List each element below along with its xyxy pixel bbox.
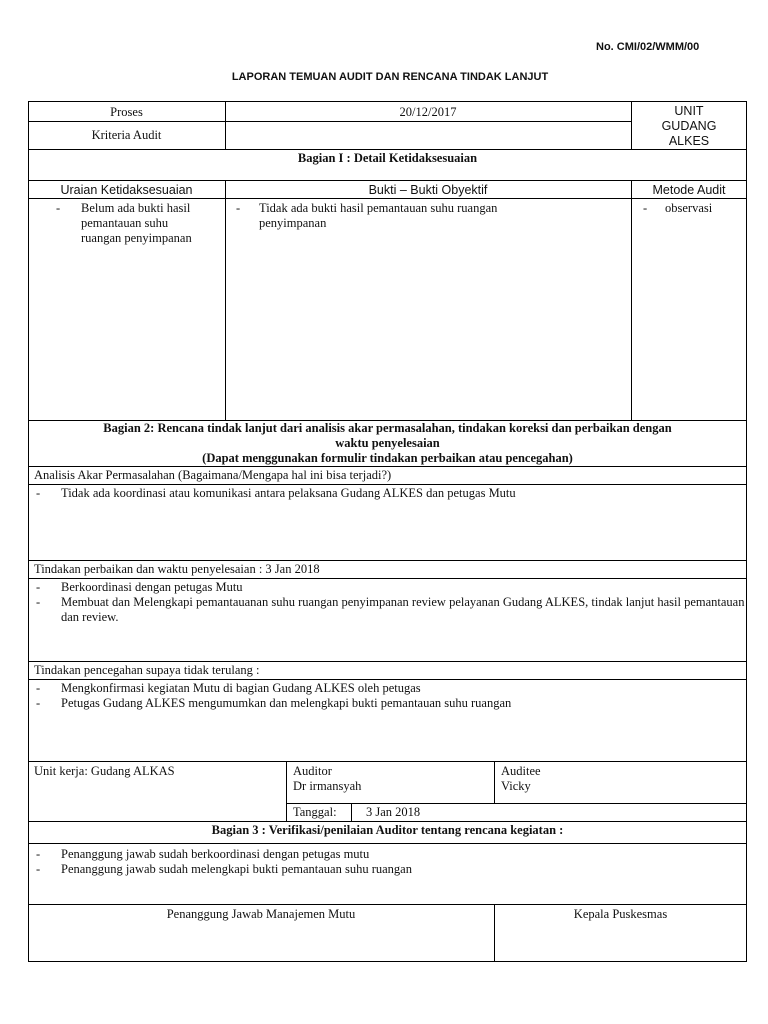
document-number: No. CMI/02/WMM/00 bbox=[596, 41, 700, 53]
pj-mutu-label: Penanggung Jawab Manajemen Mutu bbox=[166, 907, 356, 921]
perbaikan-item: - Membuat dan Melengkapi pemantauanan suhu ruangan penyimpanan review pelayanan Gudang ALKES, tindak lanjut hasil pemantauan dan review. bbox=[36, 595, 745, 624]
pencegahan-label: Tindakan pencegahan supaya tidak terulang : bbox=[34, 663, 260, 677]
document-title: LAPORAN TEMUAN AUDIT DAN RENCANA TINDAK LANJUT bbox=[231, 71, 549, 83]
unit-label-line2: GUDANG bbox=[661, 119, 717, 133]
bukti-item: - Tidak ada bukti hasil pemantauan suhu ruangan penyimpanan bbox=[236, 201, 498, 230]
bagian2-title-line1: Bagian 2: Rencana tindak lanjut dari analisis akar permasalahan, tindakan koreksi dan perbaikan dengan bbox=[103, 421, 672, 435]
unit-label-line1: UNIT bbox=[674, 104, 704, 118]
auditee-name: Vicky bbox=[501, 779, 531, 793]
perbaikan-label: Tindakan perbaikan dan waktu penyelesaian : 3 Jan 2018 bbox=[34, 562, 320, 576]
uraian-item: - Belum ada bukti hasil pemantauan suhu ruangan penyimpanan bbox=[56, 201, 192, 245]
auditor-label: Auditor bbox=[293, 764, 332, 778]
tanggal-label: Tanggal: bbox=[293, 805, 337, 819]
verifikasi-item: - Penanggung jawab sudah melengkapi bukti pemantauan suhu ruangan bbox=[36, 862, 412, 876]
analisis-label: Analisis Akar Permasalahan (Bagaimana/Mengapa hal ini bisa terjadi?) bbox=[34, 468, 392, 482]
bagian1-title: Bagian I : Detail Ketidaksesuaian bbox=[297, 151, 478, 165]
bagian2-title-line2: waktu penyelesaian bbox=[335, 436, 440, 450]
unit-label-line3: ALKES bbox=[668, 134, 710, 148]
auditee-label: Auditee bbox=[501, 764, 541, 778]
proses-label: Proses bbox=[110, 105, 143, 119]
bagian3-title: Bagian 3 : Verifikasi/penilaian Auditor tentang rencana kegiatan : bbox=[211, 823, 564, 837]
auditor-name: Dr irmansyah bbox=[293, 779, 362, 793]
pencegahan-item: - Petugas Gudang ALKES mengumumkan dan melengkapi bukti pemantauan suhu ruangan bbox=[36, 696, 512, 710]
pencegahan-item: - Mengkonfirmasi kegiatan Mutu di bagian Gudang ALKES oleh petugas bbox=[36, 681, 421, 695]
analisis-item: - Tidak ada koordinasi atau komunikasi antara pelaksana Gudang ALKES dan petugas Mutu bbox=[36, 486, 516, 500]
col-bukti-header: Bukti – Bukti Obyektif bbox=[368, 183, 488, 197]
kriteria-audit-label: Kriteria Audit bbox=[91, 128, 162, 142]
verifikasi-item: - Penanggung jawab sudah berkoordinasi dengan petugas mutu bbox=[36, 847, 370, 861]
tanggal-value: 3 Jan 2018 bbox=[366, 805, 421, 819]
bagian2-title-line3: (Dapat menggunakan formulir tindakan perbaikan atau pencegahan) bbox=[202, 451, 573, 465]
metode-item: - observasi bbox=[643, 201, 713, 215]
audit-date: 20/12/2017 bbox=[399, 105, 457, 119]
col-uraian-header: Uraian Ketidaksesuaian bbox=[60, 183, 193, 197]
col-metode-header: Metode Audit bbox=[652, 183, 726, 197]
unit-kerja: Unit kerja: Gudang ALKAS bbox=[34, 764, 175, 778]
kepala-puskesmas-label: Kepala Puskesmas bbox=[573, 907, 668, 921]
perbaikan-item: - Berkoordinasi dengan petugas Mutu bbox=[36, 580, 243, 594]
